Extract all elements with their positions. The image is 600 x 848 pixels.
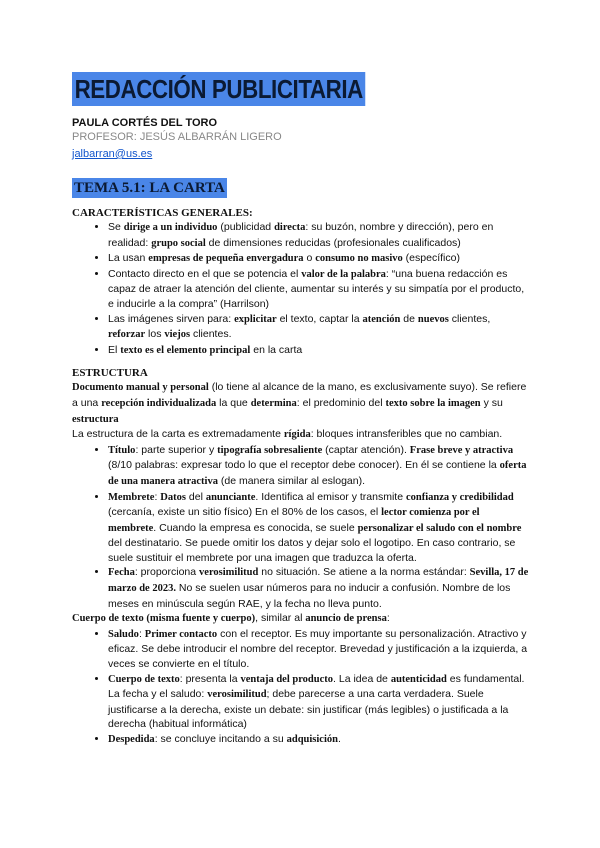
bold-phrase: valor de la palabra: [301, 268, 386, 280]
bold-phrase: dirige a un individuo: [123, 222, 218, 233]
bold-phrase: directa: [274, 222, 306, 233]
bold-phrase: rígida: [283, 429, 311, 441]
structure-heading: ESTRUCTURA: [72, 367, 148, 380]
bold-phrase: autenticidad: [390, 673, 447, 685]
list-item: • Cuerpo de texto: presenta la ventaja del producto. La idea de autenticidad es fundamental. La fecha y el saludo: verosimilitud; debe parecerse a una carta verdadera. Suele justificarse a la derecha, existe un debate: sin justificar (más legibles) o justificada a la derecha (habitual informática): [108, 672, 530, 732]
bold-phrase: anuncio de prensa: [305, 613, 387, 625]
bold-phrase: Frase breve y atractiva: [409, 444, 514, 456]
body-section-intro: Cuerpo de texto (misma fuente y cuerpo), similar al anuncio de prensa:: [72, 612, 390, 625]
bold-phrase: verosimilitud: [199, 567, 259, 579]
list-item: • Despedida: se concluye incitando a su adquisición.: [108, 732, 530, 748]
professor-email-link[interactable]: jalbarran@us.es: [72, 148, 153, 160]
bold-phrase: determina: [250, 397, 297, 409]
list-item: • Saludo: Primer contacto con el receptor. Es muy importante su personalización. Atractivo y eficaz. Se debe introducir el nombre del receptor. Brevedad y justificación a la izquierda, a veces se convierte en el título.: [108, 627, 530, 672]
bold-phrase: empresas de pequeña envergadura: [148, 253, 304, 265]
professor-name: PROFESOR: JESÚS ALBARRÁN LIGERO: [72, 131, 282, 143]
characteristics-list: [72, 220, 530, 358]
bold-phrase: Fecha: [108, 567, 135, 579]
list-item: • Membrete: Datos del anunciante. Identifica al emisor y transmite confianza y credibilidad (cercanía, existe un sitio físico) En el 80% de los casos, el lector comienza por el membrete. Cuando la empresa es conocida, se suele personalizar el saludo con el nombre del destinatario. Se puede omitir los datos y dejar solo el logotipo. En caso contrario, se suele sustituir el membrete por una imagen que traduzca la oferta.: [108, 490, 530, 566]
bold-phrase: Documento manual y personal: [72, 382, 209, 394]
bold-phrase: ventaja del producto: [240, 673, 334, 685]
bold-phrase: lector comienza por el membrete: [108, 507, 480, 534]
bold-phrase: Primer contacto: [144, 628, 218, 640]
bold-phrase: nuevos: [417, 313, 449, 325]
bold-phrase: personalizar el saludo con el nombre: [357, 522, 522, 534]
bold-phrase: verosimilitud: [207, 689, 267, 701]
bold-phrase: oferta de una manera atractiva: [108, 460, 527, 487]
list-item: • Fecha: proporciona verosimilitud no situación. Se atiene a la norma estándar: Sevilla, 17 de marzo de 2023. No se suelen usar números para no inducir a confusión. Nombre de los meses en minúscula según RAE, y la fecha no lleva punto.: [108, 565, 530, 611]
bold-phrase: estructura: [72, 413, 119, 425]
topic-heading: TEMA 5.1: LA CARTA: [74, 180, 225, 196]
bold-phrase: consumo no masivo: [315, 253, 403, 265]
structure-rigidity-paragraph: La estructura de la carta es extremadamente rígida: bloques intransferibles que no cambian.: [72, 428, 503, 441]
structure-intro-paragraph: Documento manual y personal (lo tiene al alcance de la mano, es exclusivamente suyo). Se refiere a una recepción individualizada la que determina: el predominio del texto sobre la imagen y su estructura: [72, 381, 527, 425]
bold-phrase: Membrete: [108, 491, 155, 503]
bold-phrase: tipografía sobresaliente: [217, 444, 323, 456]
bold-phrase: Datos: [160, 491, 186, 503]
bold-phrase: Cuerpo de texto (misma fuente y cuerpo): [72, 613, 256, 625]
bold-phrase: atención: [362, 313, 401, 325]
bold-phrase: Cuerpo de texto: [108, 673, 180, 685]
characteristics-heading: CARACTERÍSTICAS GENERALES:: [72, 207, 253, 219]
document-title: REDACCIÓN PUBLICITARIA: [72, 72, 365, 106]
list-item: • Contacto directo en el que se potencia el valor de la palabra: “una buena redacción es capaz de atraer la atención del cliente, aumentar su interés y su simpatía por el producto, e inducirle a la compra” (Harrilson): [108, 267, 530, 312]
list-item: • Se dirige a un individuo (publicidad directa: su buzón, nombre y dirección), pero en realidad: grupo social de dimensiones reducidas (profesionales cualificados): [108, 220, 530, 251]
bold-phrase: adquisición: [286, 734, 338, 745]
list-item: • Título: parte superior y tipografía sobresaliente (captar atención). Frase breve y atractiva (8/10 palabras: expresar todo lo que el receptor debe conocer). En él se contiene la oferta de una manera atractiva (de manera similar al eslogan).: [108, 443, 530, 490]
list-item: • El texto es el elemento principal en la carta: [108, 343, 530, 359]
bold-phrase: anunciante: [205, 491, 256, 503]
bold-phrase: Título: [108, 444, 136, 456]
bold-phrase: Sevilla, 17 de marzo de 2023.: [108, 567, 529, 595]
body-section-list: [72, 627, 530, 748]
bold-phrase: Despedida: [108, 734, 155, 745]
structure-list: [72, 443, 530, 612]
document-page: [72, 72, 530, 748]
bold-phrase: grupo social: [151, 237, 206, 249]
list-item: • La usan empresas de pequeña envergadura o consumo no masivo (específico): [108, 251, 530, 267]
bold-phrase: recepción individualizada: [101, 397, 217, 409]
bold-phrase: Saludo: [108, 628, 139, 640]
author-name: PAULA CORTÉS DEL TORO: [72, 117, 218, 129]
bold-phrase: texto es el elemento principal: [120, 344, 251, 356]
bold-phrase: confianza y credibilidad: [405, 491, 514, 503]
bold-phrase: viejos: [164, 329, 191, 341]
bold-phrase: reforzar: [108, 329, 146, 341]
list-item: • Las imágenes sirven para: explicitar el texto, captar la atención de nuevos clientes, reforzar los viejos clientes.: [108, 312, 530, 343]
bold-phrase: explicitar: [234, 313, 277, 325]
bold-phrase: texto sobre la imagen: [385, 397, 481, 409]
